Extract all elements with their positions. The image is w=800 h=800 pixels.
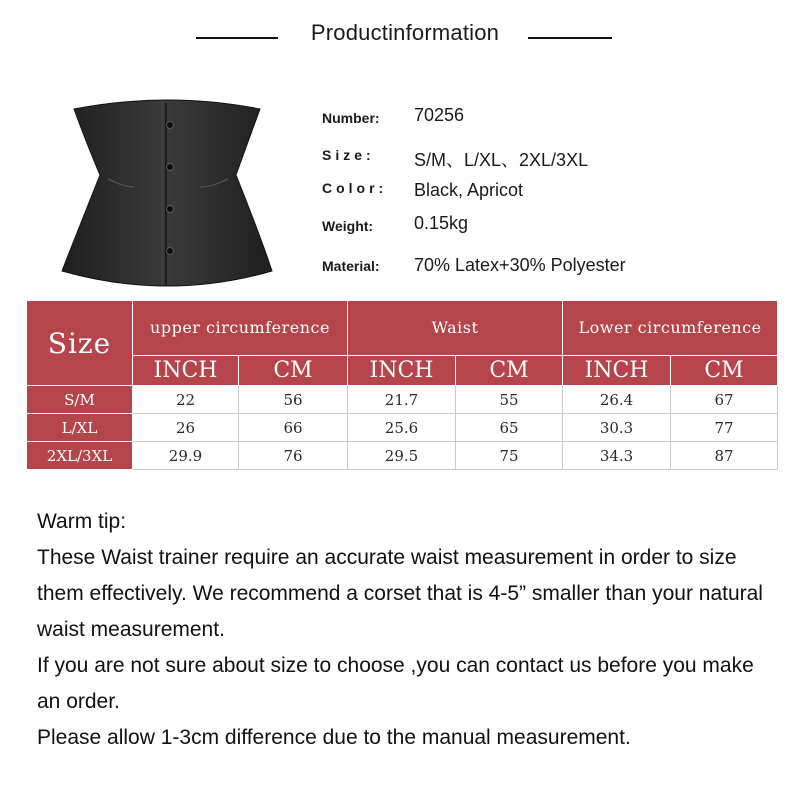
spec-label: Weight:: [322, 218, 374, 234]
spec-value: Black, Apricot: [414, 180, 524, 200]
warm-tip-paragraph: These Waist trainer require an accurate waist measurement in order to size them effectively. We recommend a corset that is 4-5” smaller than your natural waist measurement.: [37, 546, 763, 641]
table-cell: 25.6: [348, 414, 456, 442]
group-header-lower: Lower circumference: [563, 301, 778, 356]
size-chart-table: [26, 300, 778, 470]
row-size-label: L/XL: [27, 414, 133, 442]
table-row: [27, 414, 778, 442]
table-cell: 66: [239, 414, 348, 442]
warm-tip-section: [37, 504, 777, 756]
hook-icon: [167, 164, 174, 171]
unit-header: CM: [239, 356, 348, 386]
header-rule-left: [196, 37, 278, 39]
spec-value: 70256: [414, 105, 465, 125]
unit-header: INCH: [348, 356, 456, 386]
warm-tip-heading: Warm tip:: [37, 510, 127, 533]
unit-header: CM: [456, 356, 563, 386]
unit-header: CM: [671, 356, 778, 386]
table-cell: 29.5: [348, 442, 456, 470]
table-cell: 56: [239, 386, 348, 414]
spec-label: Color:: [322, 180, 388, 196]
table-cell: 22: [133, 386, 239, 414]
table-cell: 26.4: [563, 386, 671, 414]
table-cell: 21.7: [348, 386, 456, 414]
table-cell: 75: [456, 442, 563, 470]
corset-body: [62, 100, 272, 286]
group-header-upper: upper circumference: [133, 301, 348, 356]
size-column-header: Size: [27, 301, 133, 386]
row-size-label: S/M: [27, 386, 133, 414]
table-cell: 55: [456, 386, 563, 414]
table-cell: 87: [671, 442, 778, 470]
hook-icon: [167, 122, 174, 129]
group-header-waist: Waist: [348, 301, 563, 356]
table-cell: 34.3: [563, 442, 671, 470]
section-header: [0, 20, 800, 52]
hook-icon: [167, 206, 174, 213]
spec-label: Size:: [322, 147, 375, 163]
unit-header: INCH: [563, 356, 671, 386]
spec-value: 70% Latex+30% Polyester: [414, 255, 626, 275]
spec-label: Material:: [322, 258, 380, 274]
product-image: [60, 95, 275, 290]
section-title: Productinformation: [310, 20, 500, 45]
spec-label: Number:: [322, 110, 380, 126]
table-cell: 26: [133, 414, 239, 442]
table-cell: 65: [456, 414, 563, 442]
warm-tip-paragraph: Please allow 1-3cm difference due to the manual measurement.: [37, 726, 631, 749]
warm-tip-paragraph: If you are not sure about size to choose ,you can contact us before you make an order.: [37, 654, 754, 713]
table-cell: 77: [671, 414, 778, 442]
table-cell: 30.3: [563, 414, 671, 442]
row-size-label: 2XL/3XL: [27, 442, 133, 470]
header-rule-right: [528, 37, 612, 39]
hook-icon: [167, 248, 174, 255]
table-row: [27, 386, 778, 414]
table-cell: 76: [239, 442, 348, 470]
spec-value: S/M、L/XL、2XL/3XL: [414, 150, 589, 170]
table-cell: 29.9: [133, 442, 239, 470]
table-row: [27, 442, 778, 470]
table-cell: 67: [671, 386, 778, 414]
spec-value: 0.15kg: [414, 213, 469, 233]
unit-header: INCH: [133, 356, 239, 386]
